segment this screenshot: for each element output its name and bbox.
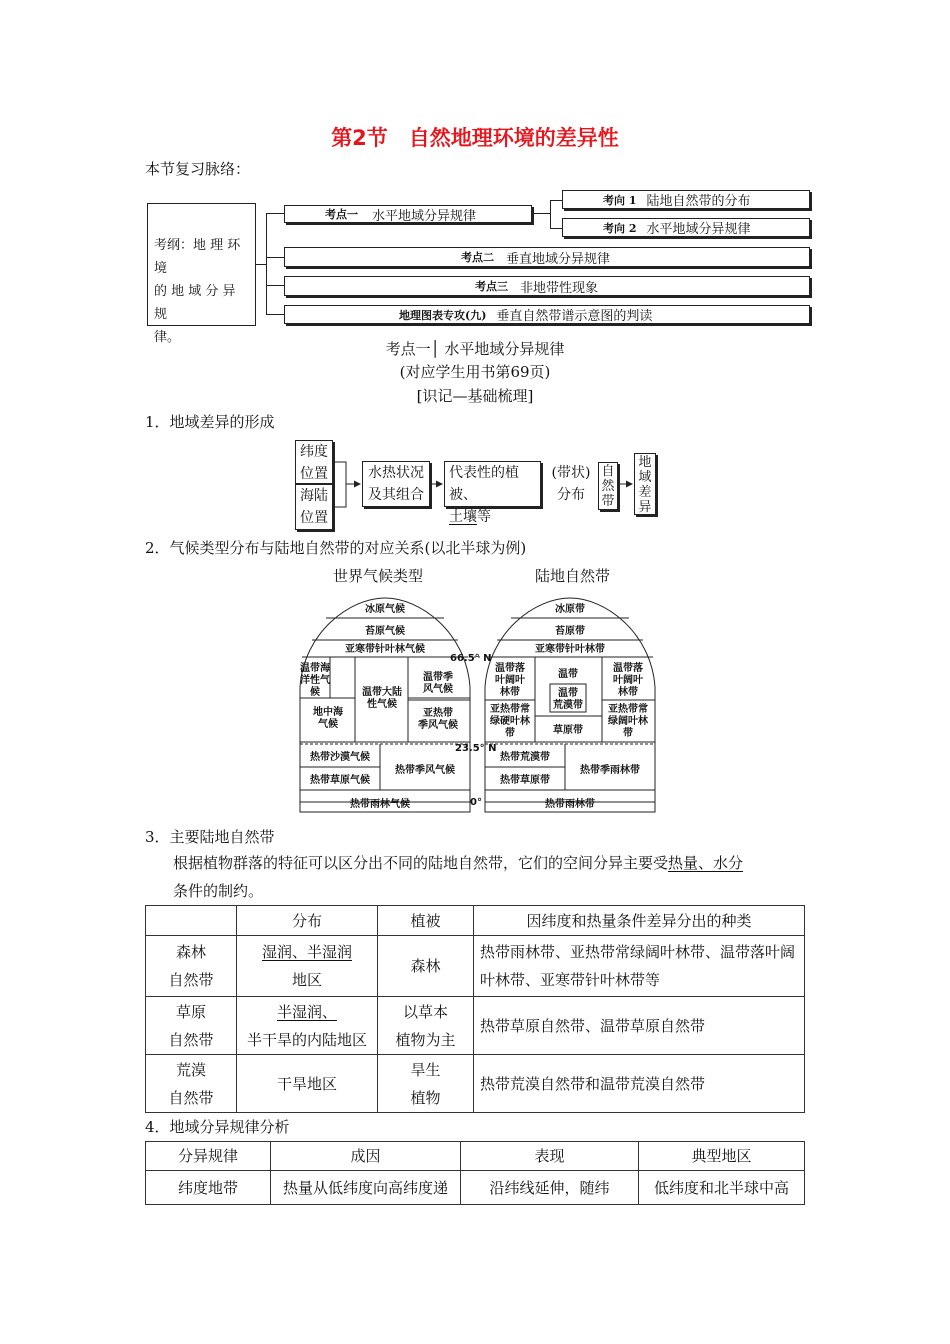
taiga-climate-label: 亚寒带针叶林气候 (345, 644, 425, 655)
section-heading: 考点一│ 水平地域分异规律 (385, 340, 565, 358)
svg-text:热带草原气候: 热带草原气候 (310, 775, 370, 786)
zone-diagram-title: 陆地自然带 (535, 567, 611, 585)
svg-text:地中海: 地中海 (313, 707, 343, 718)
kaoxiang2-tag: 考向 2 (603, 221, 637, 235)
svg-text:风气候: 风气候 (423, 684, 453, 695)
svg-text:草原带: 草原带 (553, 725, 583, 736)
kaodian3-tag: 考点三 (475, 280, 508, 293)
svg-text:叶阔叶: 叶阔叶 (495, 675, 525, 686)
kaodian3-text: 非地带性现象 (520, 280, 599, 296)
climate-diagram-title: 世界气候类型 (333, 567, 424, 585)
natural-zone-box: 自 然 带 (598, 462, 618, 510)
flow-arrows (0, 0, 950, 560)
svg-text:温带海: 温带海 (300, 663, 330, 674)
svg-text:温带落: 温带落 (495, 663, 525, 674)
item1-heading: 1．地域差异的形成 (145, 413, 275, 431)
svg-text:热带沙漠气候: 热带沙漠气候 (310, 752, 370, 763)
svg-text:绿硬叶林: 绿硬叶林 (490, 716, 530, 727)
item3-heading: 3．主要陆地自然带 (145, 828, 275, 846)
item3-paragraph: 根据植物群落的特征可以区分出不同的陆地自然带，它们的空间分异主要受热量、水分 (173, 854, 744, 872)
latitude-box: 纬度 位置 (295, 440, 333, 484)
lat-23: 23.5° N (455, 743, 497, 754)
item3-paragraph-end: 条件的制约。 (173, 882, 264, 900)
svg-text:温带季: 温带季 (423, 672, 453, 683)
kaoxiang1-tag: 考向 1 (603, 193, 637, 207)
table-row: 荒漠 自然带 干旱地区 旱生 植物 热带荒漠自然带和温带荒漠自然带 (146, 1055, 805, 1113)
svg-text:亚热带常: 亚热带常 (608, 704, 648, 715)
kaodian1-text: 水平地域分异规律 (372, 208, 477, 224)
lat-66: 66.5° N (450, 653, 492, 664)
syllabus-line: 的 地 域 分 异 规 (154, 284, 236, 322)
svg-text:亚热带常: 亚热带常 (490, 704, 530, 715)
kaoxiang1-text: 陆地自然带的分布 (646, 194, 751, 209)
svg-text:候: 候 (310, 687, 320, 698)
syllabus-line: 律。 (154, 330, 181, 345)
svg-text:林带: 林带 (618, 687, 638, 698)
svg-text:叶阔叶: 叶阔叶 (613, 675, 643, 686)
special-text: 垂直自然带谱示意图的判读 (496, 309, 653, 324)
natural-zone-table: 分布 植被 因纬度和热量条件差异分出的种类 森林 自然带 湿润、半湿润 地区 森林 热带雨林带、亚热带常绿阔叶林带、温带落叶阔叶林带、亚寒带针叶林带等 草原 自然带 半湿润、 半干旱的内陆地区 以草本 植物为主 热带草原自然带、温带草原自然带 荒漠 自然带 干旱地区 旱生 植物 热带荒漠自然带和温带荒漠自然带 (145, 905, 805, 1113)
water-heat-box: 水热状况 及其组合 (362, 461, 430, 507)
svg-text:洋性气: 洋性气 (300, 675, 330, 686)
kaodian2-tag: 考点二 (461, 251, 494, 264)
svg-text:季风气候: 季风气候 (418, 720, 458, 731)
svg-text:热带雨林带: 热带雨林带 (545, 799, 595, 810)
differentiation-table: 分异规律 成因 表现 典型地区 纬度地带 热量从低纬度向高纬度递 沿纬线延伸，随纬 低纬度和北半球中高 (145, 1141, 805, 1205)
svg-text:带: 带 (623, 728, 633, 739)
svg-text:荒漠带: 荒漠带 (553, 700, 583, 711)
svg-text:温带: 温带 (558, 688, 578, 699)
svg-text:性气候: 性气候 (367, 699, 397, 710)
svg-text:热带季雨林带: 热带季雨林带 (580, 765, 640, 776)
svg-text:热带雨林气候: 热带雨林气候 (350, 799, 410, 810)
vegetation-box: 代表性的植被、 土壤等 (444, 461, 541, 507)
kaoxiang2-text: 水平地域分异规律 (646, 222, 751, 237)
svg-text:温带大陆: 温带大陆 (362, 687, 402, 698)
svg-text:冰原带: 冰原带 (555, 604, 585, 615)
svg-text:热带草原带: 热带草原带 (500, 775, 550, 786)
regional-difference-box: 地 域 差 异 (634, 453, 656, 515)
kaodian2-text: 垂直地域分异规律 (506, 251, 611, 267)
tundra-climate-label: 苔原气候 (365, 626, 405, 637)
svg-text:气候: 气候 (318, 719, 338, 730)
svg-text:亚寒带针叶林带: 亚寒带针叶林带 (535, 644, 605, 655)
climate-zone-diagram (290, 592, 670, 818)
ice-climate-label: 冰原气候 (365, 604, 405, 615)
page-title: 第2节 自然地理环境的差异性 (331, 126, 619, 150)
page-ref: (对应学生用书第69页) (399, 363, 551, 381)
svg-text:苔原带: 苔原带 (555, 626, 585, 637)
svg-text:带: 带 (505, 728, 515, 739)
table-row: 草原 自然带 半湿润、 半干旱的内陆地区 以草本 植物为主 热带草原自然带、温带草原自然带 (146, 997, 805, 1055)
kaodian1-tag: 考点一 (325, 208, 358, 221)
lat-0: 0° (470, 797, 482, 808)
item2-heading: 2．气候类型分布与陆地自然带的对应关系(以北半球为例) (145, 539, 527, 557)
table-row: 森林 自然带 湿润、半湿润 地区 森林 热带雨林带、亚热带常绿阔叶林带、温带落叶阔叶林带、亚寒带针叶林带等 (146, 936, 805, 997)
table-row: 纬度地带 热量从低纬度向高纬度递 沿纬线延伸，随纬 低纬度和北半球中高 (146, 1171, 805, 1205)
svg-text:温带落: 温带落 (613, 663, 643, 674)
item4-heading: 4．地域分异规律分析 (145, 1118, 290, 1136)
syllabus-line: 考纲：地 理 环 境 (154, 238, 241, 276)
svg-text:热带荒漠带: 热带荒漠带 (500, 752, 550, 763)
belt-distribution: (带状) 分布 (551, 465, 591, 503)
svg-text:热带季风气候: 热带季风气候 (395, 765, 455, 776)
svg-text:林带: 林带 (500, 687, 520, 698)
review-label: 本节复习脉络： (145, 160, 251, 178)
land-sea-box: 海陆 位置 (295, 484, 333, 530)
svg-text:温带: 温带 (558, 669, 578, 680)
section-sub: [识记—基础梳理] (416, 387, 534, 405)
svg-text:亚热带: 亚热带 (423, 708, 453, 719)
special-tag: 地理图表专攻(九) (399, 308, 487, 322)
svg-text:绿阔叶林: 绿阔叶林 (608, 716, 648, 727)
